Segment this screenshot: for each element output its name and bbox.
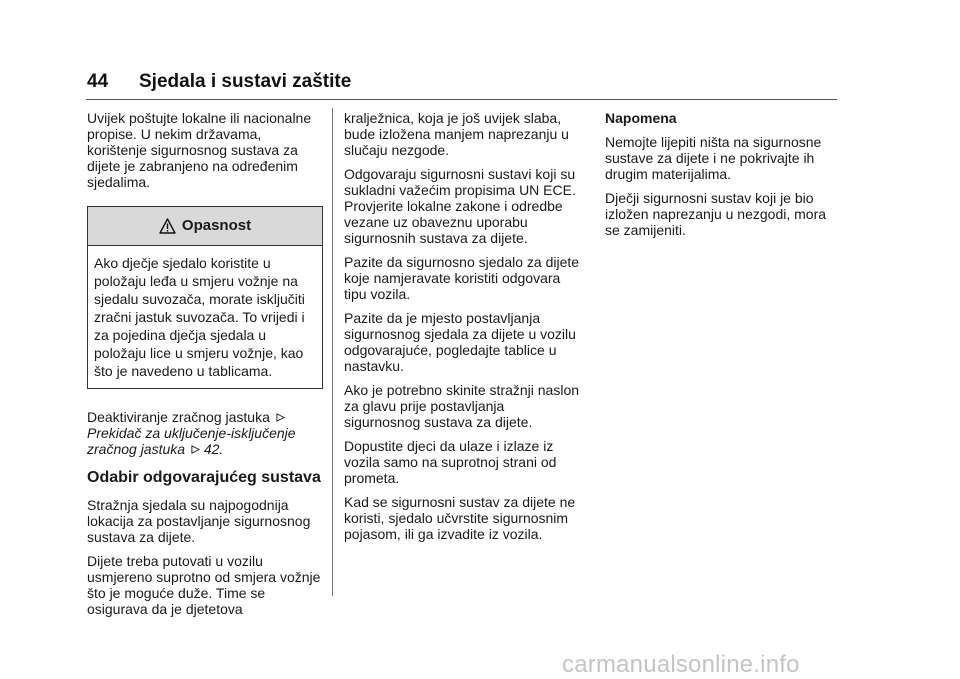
warning-triangle-icon [159, 218, 176, 234]
paragraph: Ako je potrebno skinite stražnji naslon za glavu prije postavljanja sigurnosnog sustava za dijete. [344, 382, 580, 430]
paragraph: kralježnica, koja je još uvijek slaba, bude izložena manjem naprezanju u slučaju nezgode. [344, 110, 569, 158]
paragraph: Dječji sigurnosni sustav koji je bio izložen naprezanju u nezgodi, mora se zamijeniti. [605, 190, 827, 238]
page-number: 44 [87, 71, 109, 92]
column-3 [605, 110, 841, 246]
column-2 [344, 110, 584, 550]
page-header [87, 71, 351, 93]
paragraph: Pazite da sigurnosno sjedalo za dijete koje namjeravate koristiti odgovara tipu vozila. [344, 254, 580, 302]
deactivation-ref-page[interactable]: 42. [203, 441, 224, 457]
paragraph: Pazite da je mjesto postavljanja sigurnosnog sjedala za dijete u vozilu odgovarajuće, pogledajte tablice u nastavku. [344, 310, 576, 374]
danger-box [87, 206, 323, 389]
danger-text: Ako dječje sjedalo koristite u položaju leđa u smjeru vožnje na sjedalu suvozača, morate isključiti zračni jastuk suvozača. To vrijedi i za pojedina dječja sjedala u položaju lice u smjeru vožnje, kao što je navedeno u tablicama. [94, 255, 305, 379]
header-rule [86, 99, 837, 100]
note-heading: Napomena [605, 110, 677, 126]
page-reference-icon [276, 413, 285, 422]
page-reference-icon [191, 445, 200, 454]
danger-header [88, 207, 322, 246]
section-heading: Odabir odgovarajućeg sustava [87, 469, 321, 486]
watermark: carmanualsonline.info [562, 651, 800, 678]
paragraph: Kad se sigurnosni sustav za dijete ne koristi, sjedalo učvrstite sigurnosnim pojasom, ili ga izvadite iz vozila. [344, 494, 576, 542]
paragraph: Nemojte lijepiti ništa na sigurnosne sustave za dijete i ne pokrivajte ih drugim materijalima. [605, 134, 822, 182]
intro-paragraph: Uvijek poštujte lokalne ili nacionalne propise. U nekim državama, korištenje sigurnosnog sustava za dijete je zabranjeno na određenim sjedalima. [87, 110, 312, 190]
deactivation-line [87, 409, 323, 425]
paragraph: Stražnja sjedala su najpogodnija lokacija za postavljanje sigurnosnog sustava za dijete. [87, 497, 311, 545]
page-title: Sjedala i sustavi zaštite [139, 71, 352, 92]
paragraph: Odgovaraju sigurnosni sustavi koji su sukladni važećim propisima UN ECE. Provjerite lokalne zakone i odredbe vezane uz obaveznu uporabu sigurnosnih sustava za dijete. [344, 166, 576, 246]
deactivation-reference[interactable] [87, 425, 323, 457]
column-1 [87, 110, 323, 625]
column-divider [332, 108, 333, 596]
deactivation-ref-text[interactable]: Prekidač za uključenje-isključenje zračnog jastuka [87, 425, 296, 457]
paragraph: Dopustite djeci da ulaze i izlaze iz vozila samo na suprotnoj strani od prometa. [344, 438, 557, 486]
deactivation-label: Deaktiviranje zračnog jastuka [87, 409, 270, 425]
paragraph: Dijete treba putovati u vozilu usmjereno suprotno od smjera vožnje što je moguće duže. Time se osigurava da je djetetova [87, 553, 321, 617]
danger-title: Opasnost [181, 217, 252, 234]
